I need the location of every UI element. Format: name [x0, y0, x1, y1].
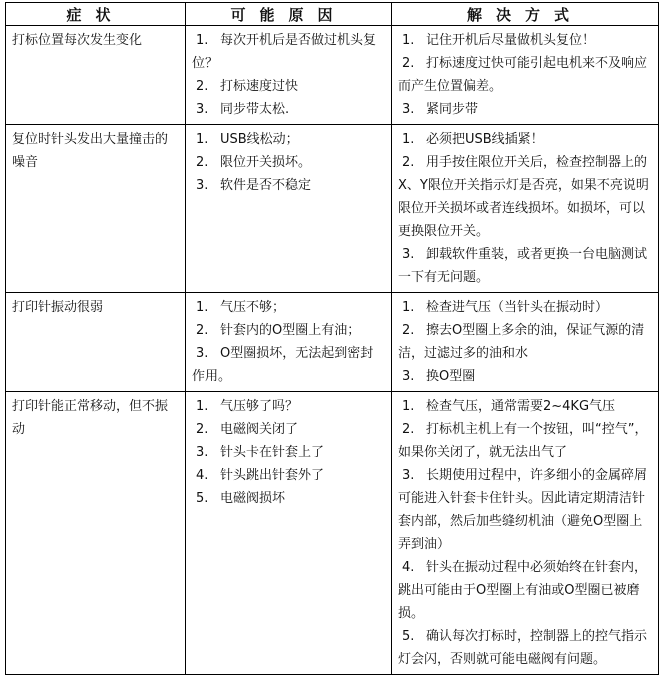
list-item: 1. 气压够了吗？: [196, 399, 299, 414]
list-item: 3. 换O型圈: [402, 369, 476, 384]
symptom-cell: 打印针能正常移动，但不振动: [6, 392, 186, 675]
list-item: 2. 打标速度过快可能引起电机来不及响应而产生位置偏差。: [398, 56, 648, 94]
list-item: 3. 软件是否不稳定: [196, 178, 312, 193]
list-item: 1. 记住开机后尽量做机头复位！: [402, 33, 596, 48]
table-row: [6, 293, 659, 392]
symptom-cell: 复位时针头发出大量撞击的噪音: [6, 125, 186, 293]
symptom-cell: 打标位置每次发生变化: [6, 26, 186, 125]
header-symptom: 症状: [6, 3, 186, 26]
list-item: 1. 每次开机后是否做过机头复位？: [192, 33, 377, 71]
list-item: 3. O型圈损坏，无法起到密封作用。: [192, 346, 374, 384]
cause-cell: [186, 125, 392, 293]
table-row: [6, 392, 659, 675]
list-item: 2. 用手按住限位开关后，检查控制器上的X、Y限位开关指示灯是否亮，如果不亮说明限位开关损坏或者连线损坏。如损坏，可以更换限位开关。: [398, 155, 649, 239]
list-item: 4. 针头在振动过程中必须始终在针套内，跳出可能由于O型圈上有油或O型圈已被磨损。: [398, 560, 648, 621]
header-row: [6, 3, 659, 26]
list-item: 3. 卸载软件重装，或者更换一台电脑测试一下有无问题。: [398, 247, 648, 285]
solution-cell: [392, 392, 659, 675]
list-item: 1. 检查进气压（当针头在振动时）: [402, 300, 609, 315]
solution-cell: [392, 125, 659, 293]
symptom-cell: 打印针振动很弱: [6, 293, 186, 392]
table-row: [6, 125, 659, 293]
list-item: 1. 必须把USB线插紧！: [402, 132, 544, 147]
header-cause: 可能原因: [186, 3, 392, 26]
list-item: 2. 限位开关损坏。: [196, 155, 312, 170]
list-item: 2. 电磁阀关闭了: [196, 422, 299, 437]
cause-cell: [186, 392, 392, 675]
list-item: 3. 针头卡在针套上了: [196, 445, 325, 460]
list-item: 3. 同步带太松.: [196, 102, 290, 117]
table-row: [6, 26, 659, 125]
solution-cell: [392, 293, 659, 392]
list-item: 2. 打标速度过快: [196, 79, 299, 94]
list-item: 2. 针套内的O型圈上有油；: [196, 323, 361, 338]
list-item: 5. 确认每次打标时，控制器上的控气指示灯会闪，否则就可能电磁阀有问题。: [398, 629, 648, 667]
list-item: 1. 气压不够；: [196, 300, 286, 315]
troubleshooting-table: [5, 2, 659, 675]
cause-cell: [186, 293, 392, 392]
solution-cell: [392, 26, 659, 125]
list-item: 3. 紧同步带: [402, 102, 479, 117]
list-item: 1. USB线松动；: [196, 132, 299, 147]
list-item: 2. 打标机主机上有一个按钮，叫“控气”，如果你关闭了，就无法出气了: [398, 422, 648, 460]
list-item: 4. 针头跳出针套外了: [196, 468, 325, 483]
list-item: 1. 检查气压，通常需要2~4KG气压: [402, 399, 616, 414]
list-item: 3. 长期使用过程中，许多细小的金属碎屑可能进入针套卡住针头。因此请定期清洁针套内部，然后加些缝纫机油（避免O型圈上弄到油）: [398, 468, 648, 552]
header-solution: 解决方式: [392, 3, 659, 26]
list-item: 5. 电磁阀损坏: [196, 491, 286, 506]
list-item: 2. 擦去O型圈上多余的油，保证气源的清洁，过滤过多的油和水: [398, 323, 645, 361]
cause-cell: [186, 26, 392, 125]
